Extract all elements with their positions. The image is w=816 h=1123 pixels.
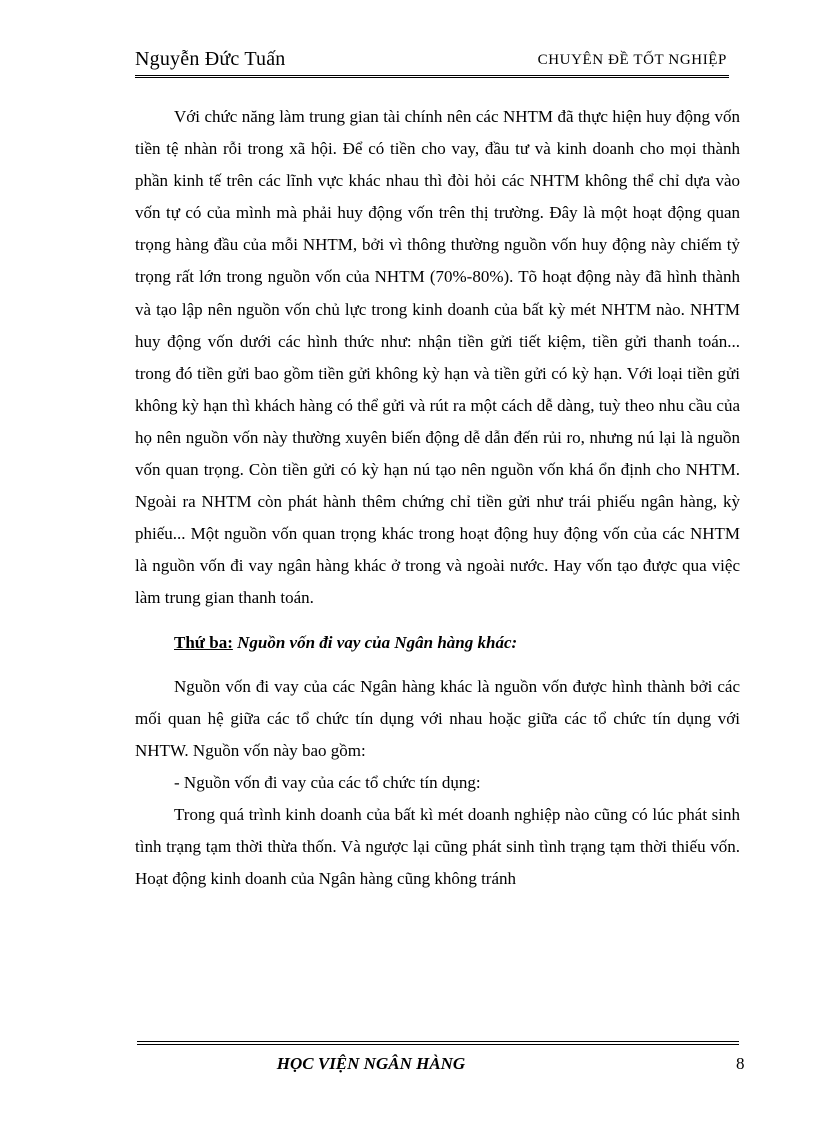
header-divider	[135, 75, 729, 78]
document-type-title: CHUYÊN ĐỀ TỐT NGHIỆP	[537, 52, 727, 68]
paragraph-interbank-borrowing: Nguồn vốn đi vay của các Ngân hàng khác là nguồn vốn được hình thành bởi các mối quan hệ giữa các tổ chức tín dụng với nhau hoặc giữa các tổ chức tín dụng với NHTW. Nguồn vốn này bao gồm:	[135, 676, 740, 760]
section-heading-text: Nguồn vốn đi vay của Ngân hàng khác:	[237, 632, 518, 652]
list-item-credit-institutions: - Nguồn vốn đi vay của các tổ chức tín dụng:	[174, 772, 481, 792]
page-header	[135, 48, 727, 74]
author-name: Nguyễn Đức Tuấn	[135, 48, 286, 70]
footer-institution: HỌC VIỆN NGÂN HÀNG	[276, 1054, 466, 1073]
page-number: 8	[736, 1054, 745, 1073]
section-heading-label: Thứ ba:	[174, 632, 233, 652]
paragraph-business-process: Trong quá trình kinh doanh của bất kì mét doanh nghiệp nào cũng có lúc phát sinh tình trạng tạm thời thừa thốn. Và ngược lại cũng phát sinh tình trạng tạm thời thiếu vốn. Hoạt động kinh doanh của Ngân hàng cũng không tránh	[135, 804, 740, 889]
document-body	[135, 101, 740, 895]
paragraph-deposit-mobilization: Với chức năng làm trung gian tài chính nên các NHTM đã thực hiện huy động vốn tiền tệ nhàn rỗi trong xã hội. Để có tiền cho vay, đầu tư và kinh doanh cho mọi thành phần kinh tế trên các lĩnh vực khác nhau thì đòi hỏi các NHTM không thể chỉ dựa vào vốn tự có của mình mà phải huy động vốn trên thị trường. Đây là một hoạt động quan trọng hàng đầu của mỗi NHTM, bởi vì thông thường nguồn vốn huy động này chiếm tỷ trọng rất lớn trong nguồn vốn của NHTM (70%-80%). Tõ hoạt động này đã hình thành và tạo lập nên nguồn vốn chủ lực trong kinh doanh của bất kỳ mét NHTM nào. NHTM huy động vốn dưới các hình thức như: nhận tiền gửi tiết kiệm, tiền gửi thanh toán... trong đó tiền gửi bao gồm tiền gửi không kỳ hạn và tiền gửi có kỳ hạn. Với loại tiền gửi không kỳ hạn thì khách hàng có thể gửi và rút ra một cách dễ dàng, tuỳ theo nhu cầu của họ nên nguồn vốn này thường xuyên biến động dễ dẫn đến rủi ro, nhưng nú lại là nguồn vốn quan trọng. Còn tiền gửi có kỳ hạn nú tạo nên nguồn vốn khá ổn định cho NHTM. Ngoài ra NHTM còn phát hành thêm chứng chỉ tiền gửi như trái phiếu ngân hàng, kỳ phiếu... Một nguồn vốn quan trọng khác trong hoạt động huy động vốn của các NHTM là nguồn vốn đi vay ngân hàng khác ở trong và ngoài nước. Hay vốn tạo được qua việc làm trung gian thanh toán.	[135, 107, 740, 608]
footer-divider	[137, 1041, 739, 1045]
section-heading	[135, 627, 740, 659]
